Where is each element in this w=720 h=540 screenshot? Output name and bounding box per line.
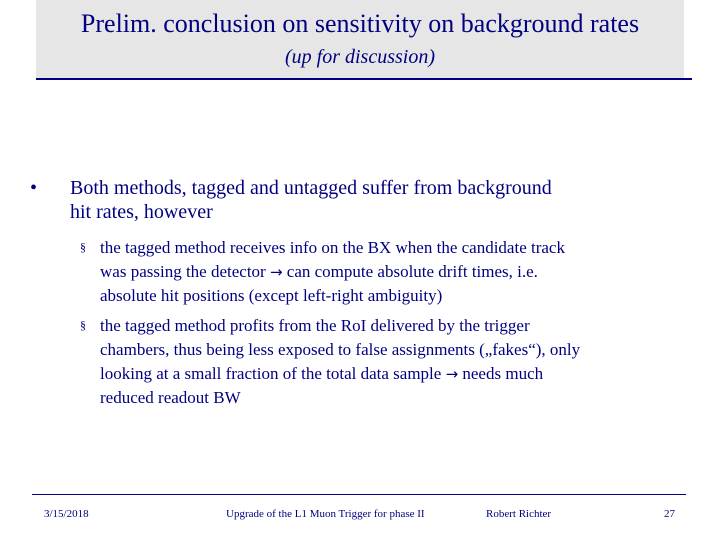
bullet-line-2: hit rates, however bbox=[70, 201, 213, 223]
sub-bullet-1-line-1: the tagged method receives info on the BX when the candidate track bbox=[100, 238, 565, 257]
bullet-text bbox=[70, 176, 680, 224]
page-number: 27 bbox=[664, 508, 675, 520]
sub-bullet-1-line-2-b: can compute absolute drift times, i.e. bbox=[282, 262, 538, 281]
right-arrow-icon: → bbox=[269, 263, 283, 281]
sub-bullet-1-line-3: absolute hit positions (except left-right ambiguity) bbox=[100, 286, 443, 305]
sub-bullet-marker-1: § bbox=[80, 240, 86, 254]
bullet-marker: • bbox=[30, 177, 38, 199]
sub-bullet-2-line-2: chambers, thus being less exposed to false assignments („fakes“), only bbox=[100, 340, 581, 359]
bullet-line-1: Both methods, tagged and untagged suffer from background bbox=[70, 177, 552, 199]
title-divider bbox=[36, 78, 692, 80]
sub-bullet-1-line-2 bbox=[100, 260, 680, 284]
footer-divider bbox=[32, 494, 686, 495]
footer-title: Upgrade of the L1 Muon Trigger for phase II bbox=[226, 508, 425, 520]
slide-title: Prelim. conclusion on sensitivity on background rates bbox=[80, 9, 640, 38]
sub-bullet-2-line-3-b: needs much bbox=[458, 364, 544, 383]
sub-bullet-text-2 bbox=[100, 314, 680, 410]
slide-subtitle: (up for discussion) bbox=[285, 46, 435, 68]
sub-bullet-1-line-2-a: was passing the detector bbox=[100, 262, 270, 281]
sub-bullet-2-line-1: the tagged method profits from the RoI delivered by the trigger bbox=[100, 316, 530, 335]
sub-bullet-2-line-3-a: looking at a small fraction of the total data sample bbox=[100, 364, 446, 383]
right-arrow-icon: → bbox=[445, 365, 459, 383]
sub-bullet-2-line-3 bbox=[100, 362, 680, 386]
footer-author: Robert Richter bbox=[486, 508, 552, 520]
sub-bullet-marker-2: § bbox=[80, 318, 86, 332]
footer-date: 3/15/2018 bbox=[44, 508, 89, 520]
sub-bullet-text-1 bbox=[100, 236, 680, 308]
sub-bullet-2-line-4: reduced readout BW bbox=[100, 388, 241, 407]
